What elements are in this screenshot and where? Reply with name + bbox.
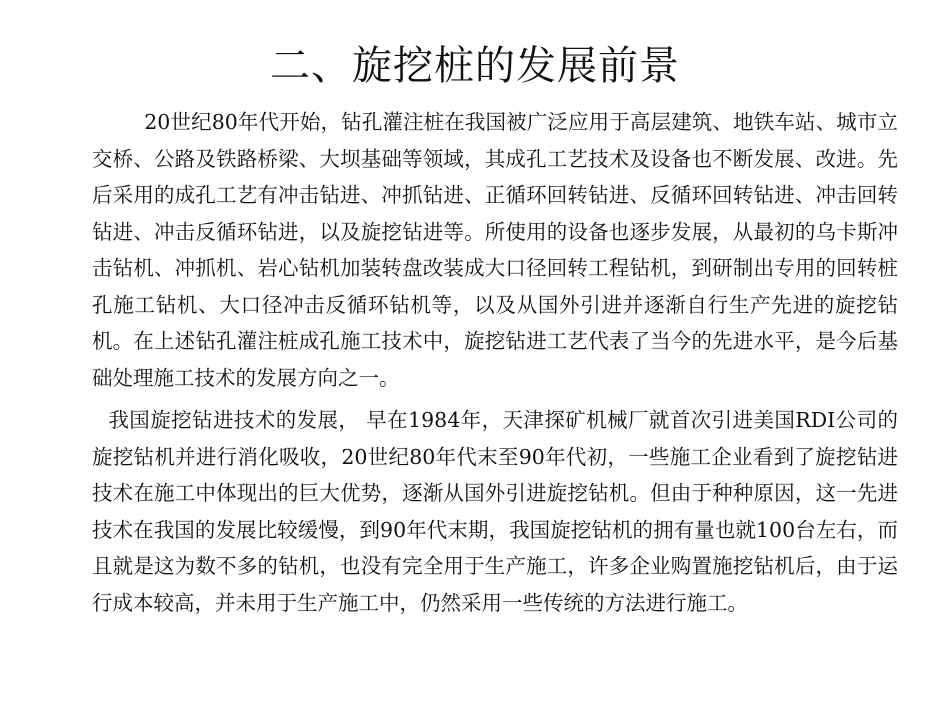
paragraph-1: 20世纪80年代开始，钻孔灌注桩在我国被广泛应用于高层建筑、地铁车站、城市立交桥、公路及铁路桥梁、大坝基础等领域，其成孔工艺技术及设备也不断发展、改进。先后采用的成孔工艺有冲击钻进、冲抓钻进、正循环回转钻进、反循环回转钻进、冲击回转钻进、冲击反循环钻进，以及旋挖钻进等。所使用的设备也逐步发展，从最初的乌卡斯冲击钻机、冲抓机、岩心钻机加装转盘改装成大口径回转工程钻机，到研制出专用的回转桩孔施工钻机、大口径冲击反循环钻机等，以及从国外引进并逐渐自行生产先进的旋挖钻机。在上述钻孔灌注桩成孔施工技术中，旋挖钻进工艺代表了当今的先进水平，是今后基础处理施工技术的发展方向之一。: [92, 110, 898, 390]
slide-body: [92, 104, 898, 621]
paragraph-2: 我国旋挖钻进技术的发展， 早在1984年，天津探矿机械厂就首次引进美国RDI公司的旋挖钻机并进行消化吸收，20世纪80年代末至90年代初，一些施工企业看到了旋挖钻进技术在施工中体现出的巨大优势，逐渐从国外引进旋挖钻机。但由于种种原因，这一先进技术在我国的发展比较缓慢，到90年代末期，我国旋挖钻机的拥有量也就100台左右，而且就是这为数不多的钻机，也没有完全用于生产施工，许多企业购置施挖钻机后，由于运行成本较高，并未用于生产施工中，仍然采用一些传统的方法进行施工。: [92, 408, 898, 615]
page-title: 二、旋挖桩的发展前景: [270, 43, 680, 89]
